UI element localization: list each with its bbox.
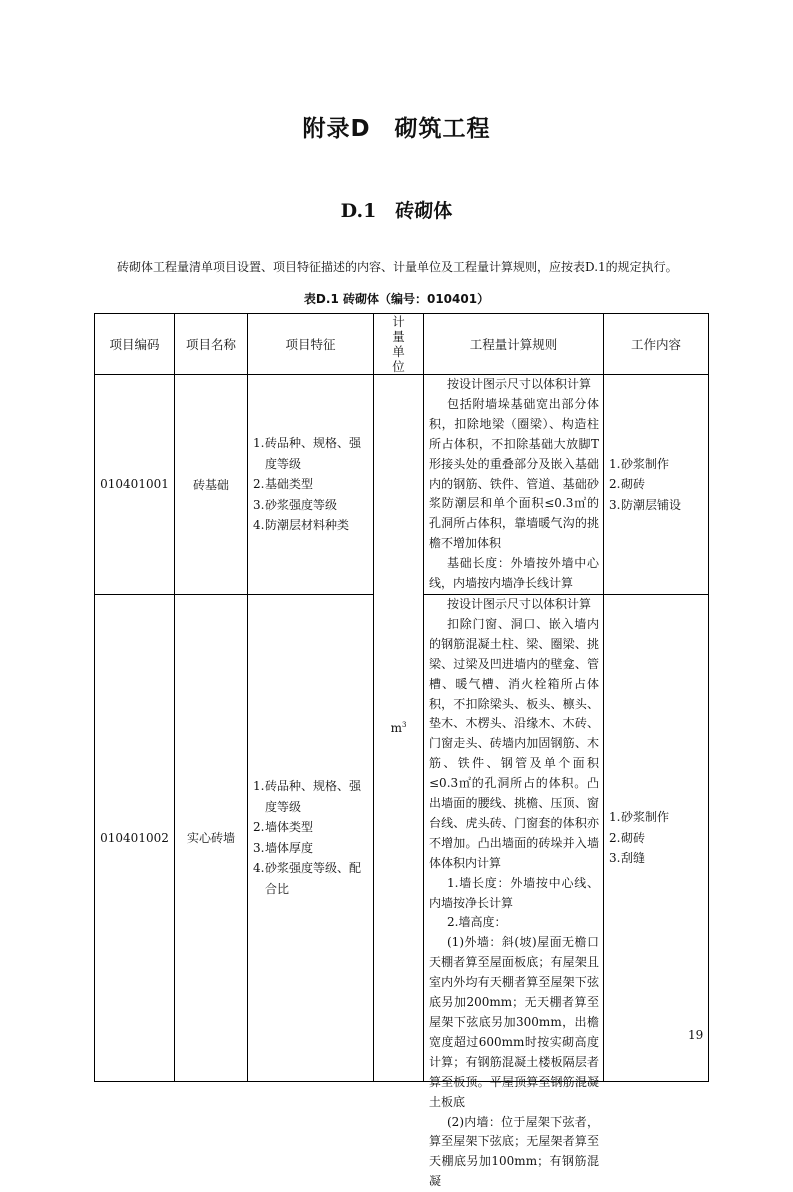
feature-item: 1. 砖品种、规格、强度等级 bbox=[253, 436, 362, 471]
work-item: 3. 刮缝 bbox=[609, 851, 646, 866]
row-features bbox=[248, 375, 374, 595]
rule-line: 包括附墙垛基础宽出部分体积，扣除地梁（圈梁）、构造柱所占体积，不扣除基础大放脚T形接头处的重叠部分及嵌入基础内的钢筋、铁件、管道、基础砂浆防潮层和单个面积≤0.3㎡的孔洞所占体积，靠墙暖气沟的挑檐不增加体积 bbox=[429, 396, 599, 551]
rule-line: 按设计图示尺寸以体积计算 bbox=[447, 596, 592, 611]
rule-line: 按设计图示尺寸以体积计算 bbox=[447, 377, 592, 391]
row-unit: $m^3$ bbox=[374, 375, 424, 1082]
rule-line: 扣除门窗、洞口、嵌入墙内的钢筋混凝土柱、梁、圈梁、挑梁、过梁及凹进墙内的壁龛、管槽、暖气槽、消火栓箱所占体积，不扣除梁头、板头、檩头、垫木、木楞头、沿缘木、木砖、门窗走头、砖墙内加固钢筋、木筋、铁件、钢管及单个面积≤0.3㎡的孔洞所占的体积。凸出墙面的腰线、挑檐、压顶、窗台线、虎头砖、门窗套的体积亦不增加。凸出墙面的砖垛并入墙体体积内计算 bbox=[429, 616, 599, 870]
feature-item: 1. 砖品种、规格、强度等级 bbox=[253, 779, 362, 814]
work-item: 2. 砌砖 bbox=[609, 477, 646, 492]
row-work bbox=[604, 594, 709, 1081]
header-unit: 计量单位 bbox=[374, 314, 424, 375]
header-features: 项目特征 bbox=[248, 314, 374, 375]
row-code: 010401001 bbox=[95, 375, 175, 595]
feature-item: 2. 基础类型 bbox=[253, 477, 314, 492]
work-item: 3. 防潮层铺设 bbox=[609, 497, 682, 512]
rule-line: 基础长度：外墙按外墙中心线，内墙按内墙净长线计算 bbox=[429, 556, 599, 591]
rule-line: 1.墙长度：外墙按中心线、内墙按净长计算 bbox=[429, 875, 599, 910]
row-rule bbox=[424, 375, 604, 595]
feature-item: 4. 砂浆强度等级、配合比 bbox=[253, 861, 362, 896]
work-item: 1. 砂浆制作 bbox=[609, 810, 670, 825]
feature-item: 3. 砂浆强度等级 bbox=[253, 497, 338, 512]
brick-masonry-table bbox=[94, 313, 709, 1189]
feature-item: 2. 墙体类型 bbox=[253, 820, 314, 835]
rule-line: (2)内墙：位于屋架下弦者，算至屋架下弦底；无屋架者算至天棚底另加100mm；有钢筋混凝 bbox=[429, 1114, 599, 1189]
row-rule bbox=[424, 594, 604, 1189]
page-title: 附录D 砌筑工程 bbox=[302, 116, 491, 142]
header-work: 工作内容 bbox=[604, 314, 709, 375]
page-number: 19 bbox=[688, 1028, 704, 1042]
header-code: 项目编码 bbox=[95, 314, 175, 375]
header-name: 项目名称 bbox=[175, 314, 248, 375]
work-item: 1. 砂浆制作 bbox=[609, 456, 670, 471]
intro-paragraph: 砖砌体工程量清单项目设置、项目特征描述的内容、计量单位及工程量计算规则，应按表D.1的规定执行。 bbox=[117, 260, 678, 274]
rule-line: (1)外墙：斜(坡)屋面无檐口天棚者算至屋面板底；有屋架且室内外均有天棚者算至屋架下弦底另加200mm；无天棚者算至屋架下弦底另加300mm，出檐宽度超过600mm时按实砌高度计算；有钢筋混凝土楼板隔层者算至板顶。平屋顶算至钢筋混凝土板底 bbox=[429, 935, 599, 1109]
row-features bbox=[248, 594, 374, 1081]
row-work bbox=[604, 375, 709, 595]
row-code: 010401002 bbox=[95, 594, 175, 1081]
section-title: D.1 砖砌体 bbox=[340, 200, 453, 222]
feature-item: 3. 墙体厚度 bbox=[253, 840, 314, 855]
table-row bbox=[95, 375, 709, 595]
rule-line: 2.墙高度： bbox=[447, 915, 507, 930]
row-name: 砖基础 bbox=[175, 375, 248, 595]
work-item: 2. 砌砖 bbox=[609, 830, 646, 845]
header-rule: 工程量计算规则 bbox=[424, 314, 604, 375]
row-name: 实心砖墙 bbox=[175, 594, 248, 1081]
table-header-row bbox=[95, 314, 709, 375]
table-caption: 表D.1 砖砌体（编号：010401） bbox=[303, 292, 490, 306]
feature-item: 4. 防潮层材料种类 bbox=[253, 518, 350, 533]
